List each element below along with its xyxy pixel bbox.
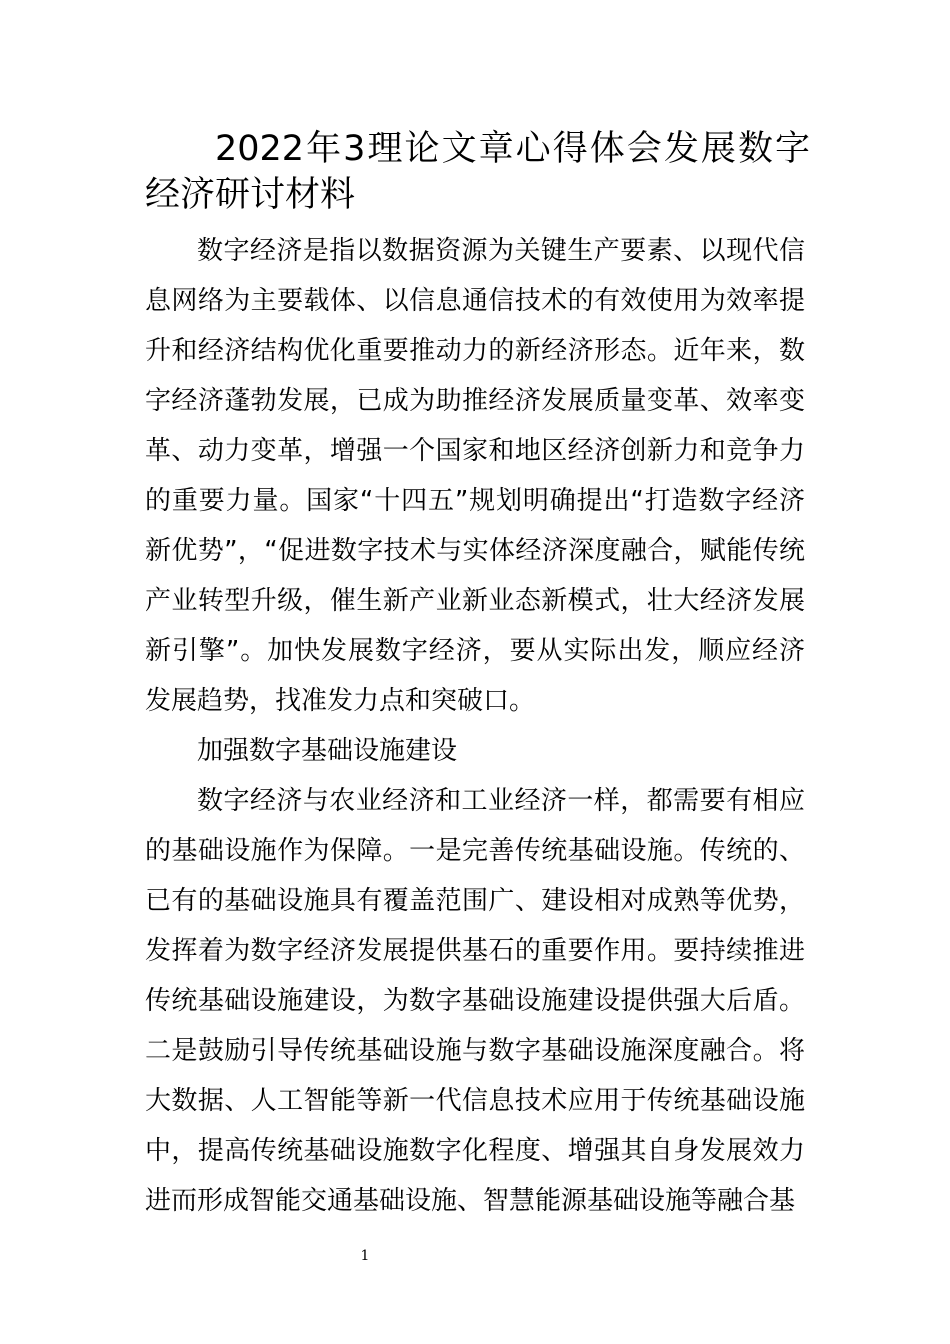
- intro-paragraph: 数字经济是指以数据资源为关键生产要素、以现代信息网络为主要载体、以信息通信技术的有效使用为效率提升和经济结构优化重要推动力的新经济形态。近年来，数字经济蓬勃发展，已成为助推经济发展质量变革、效率变革、动力变革，增强一个国家和地区经济创新力和竞争力的重要力量。国家“十四五”规划明确提出“打造数字经济新优势”，“促进数字技术与实体经济深度融合，赋能传统产业转型升级，催生新产业新业态新模式，壮大经济发展新引擎”。加快发展数字经济，要从实际出发，顺应经济发展趋势，找准发力点和突破口。: [145, 236, 805, 716]
- section-heading: 加强数字基础设施建设: [197, 736, 458, 766]
- page-number: 1: [360, 1248, 370, 1264]
- document-title: 2022年3理论文章心得体会发展数字经济研讨材料: [145, 129, 810, 215]
- body-paragraph: 数字经济与农业经济和工业经济一样，都需要有相应的基础设施作为保障。一是完善传统基础设施。传统的、已有的基础设施具有覆盖范围广、建设相对成熟等优势，发挥着为数字经济发展提供基石的重要作用。要持续推进传统基础设施建设，为数字基础设施建设提供强大后盾。二是鼓励引导传统基础设施与数字基础设施深度融合。将大数据、人工智能等新一代信息技术应用于传统基础设施中，提高传统基础设施数字化程度、增强其自身发展效力进而形成智能交通基础设施、智慧能源基础设施等融合基: [145, 786, 805, 1216]
- document-body: [145, 226, 805, 1226]
